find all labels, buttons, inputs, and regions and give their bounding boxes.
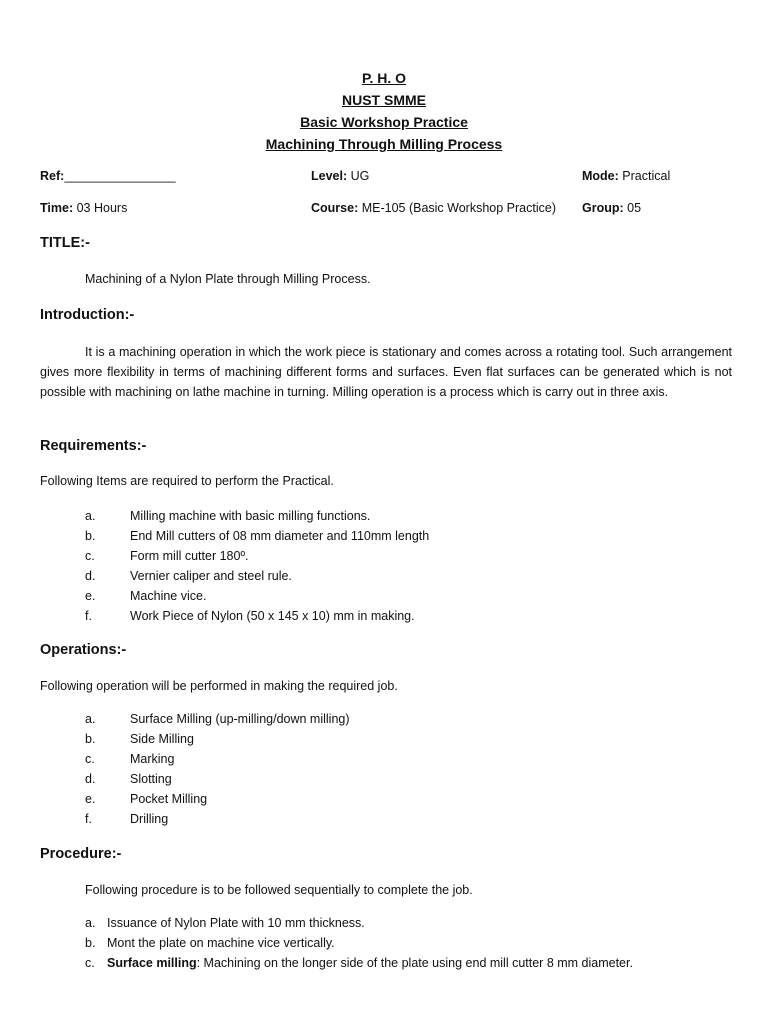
list-item-text: Milling machine with basic milling functions. — [130, 509, 371, 523]
course-label: Course: — [311, 201, 359, 215]
title-text: Machining of a Nylon Plate through Milling Process. — [85, 272, 371, 286]
list-marker: a. — [85, 712, 96, 726]
list-marker: e. — [85, 792, 96, 806]
document-header — [0, 67, 768, 155]
list-marker: b. — [85, 529, 96, 543]
ref-value: ________________ — [64, 169, 176, 183]
requirements-heading: Requirements:- — [40, 438, 147, 454]
list-item — [85, 606, 705, 626]
list-item-text: End Mill cutters of 08 mm diameter and 110mm length — [130, 529, 430, 543]
list-item-text: Form mill cutter 180º. — [130, 549, 249, 563]
operations-heading: Operations:- — [40, 642, 127, 658]
header-line-subject: Basic Workshop Practice — [300, 114, 468, 130]
course-field — [311, 201, 556, 215]
list-item-text: Machine vice. — [130, 589, 207, 603]
group-value: 05 — [623, 201, 642, 215]
mode-field — [582, 169, 670, 183]
list-item — [85, 586, 705, 606]
operations-intro: Following operation will be performed in making the required job. — [40, 679, 398, 693]
list-item — [85, 789, 705, 809]
ref-label: Ref: — [40, 169, 65, 183]
mode-label: Mode: — [582, 169, 619, 183]
meta-row-2 — [40, 201, 740, 219]
list-item — [85, 526, 705, 546]
requirements-list — [85, 506, 705, 626]
header-line-topic: Machining Through Milling Process — [265, 136, 503, 152]
list-item-text: Slotting — [130, 772, 172, 786]
header-line-pho: P. H. O — [361, 70, 407, 86]
time-label: Time: — [40, 201, 74, 215]
list-item — [85, 933, 705, 953]
list-item — [85, 546, 705, 566]
list-marker: d. — [85, 772, 96, 786]
list-marker: a. — [85, 509, 96, 523]
list-item — [85, 749, 705, 769]
list-item-text: Work Piece of Nylon (50 x 145 x 10) mm in making. — [130, 609, 415, 623]
list-item — [85, 709, 705, 729]
operations-list — [85, 709, 705, 829]
list-item — [85, 809, 705, 829]
list-item-text: Vernier caliper and steel rule. — [130, 569, 292, 583]
group-field — [582, 201, 641, 215]
list-item — [85, 566, 705, 586]
list-item-body: Mont the plate on machine vice vertically. — [107, 936, 335, 950]
title-heading: TITLE:- — [40, 235, 90, 251]
list-item-bold: Surface milling — [107, 956, 197, 970]
list-item-text: Drilling — [130, 812, 169, 826]
list-item — [85, 913, 705, 933]
list-marker: b. — [85, 936, 96, 950]
level-value: UG — [347, 169, 370, 183]
list-item-text — [107, 913, 365, 933]
list-item-text: Marking — [130, 752, 175, 766]
list-item — [85, 769, 705, 789]
group-label: Group: — [582, 201, 624, 215]
level-label: Level: — [311, 169, 348, 183]
requirements-intro: Following Items are required to perform the Practical. — [40, 474, 334, 488]
procedure-list — [85, 913, 705, 973]
list-marker: a. — [85, 916, 96, 930]
list-marker: b. — [85, 732, 96, 746]
list-marker: d. — [85, 569, 96, 583]
introduction-paragraph: It is a machining operation in which the work piece is stationary and comes across a rotating tool. Such arrangement gives more flexibility in terms of machining different forms and surfaces. Even flat surfaces can be generated which is not possible with machining on lathe machine in turning. Milling operation is a process which is carry out in three axis. — [40, 345, 732, 399]
list-item-text — [107, 953, 633, 973]
list-item — [85, 729, 705, 749]
procedure-intro: Following procedure is to be followed sequentially to complete the job. — [85, 883, 473, 897]
list-marker: f. — [85, 812, 92, 826]
meta-row-1 — [40, 169, 740, 187]
list-marker: c. — [85, 752, 95, 766]
list-marker: c. — [85, 549, 95, 563]
ref-field — [40, 169, 176, 183]
list-marker: c. — [85, 956, 95, 970]
list-item-body: : Machining on the longer side of the plate using end mill cutter 8 mm diameter. — [196, 956, 633, 970]
time-value: 03 Hours — [73, 201, 128, 215]
level-field — [311, 169, 369, 183]
list-marker: f. — [85, 609, 92, 623]
list-item-text: Side Milling — [130, 732, 194, 746]
list-item-text: Pocket Milling — [130, 792, 208, 806]
list-item-text: Surface Milling (up-milling/down milling) — [130, 712, 350, 726]
list-marker: e. — [85, 589, 96, 603]
course-value: ME-105 (Basic Workshop Practice) — [358, 201, 556, 215]
time-field — [40, 201, 127, 215]
introduction-heading: Introduction:- — [40, 307, 135, 323]
list-item — [85, 506, 705, 526]
procedure-heading: Procedure:- — [40, 846, 122, 862]
list-item-body: Issuance of Nylon Plate with 10 mm thickness. — [107, 916, 365, 930]
header-line-institution: NUST SMME — [342, 92, 426, 108]
list-item — [85, 953, 705, 973]
mode-value: Practical — [618, 169, 671, 183]
list-item-text — [107, 933, 335, 953]
